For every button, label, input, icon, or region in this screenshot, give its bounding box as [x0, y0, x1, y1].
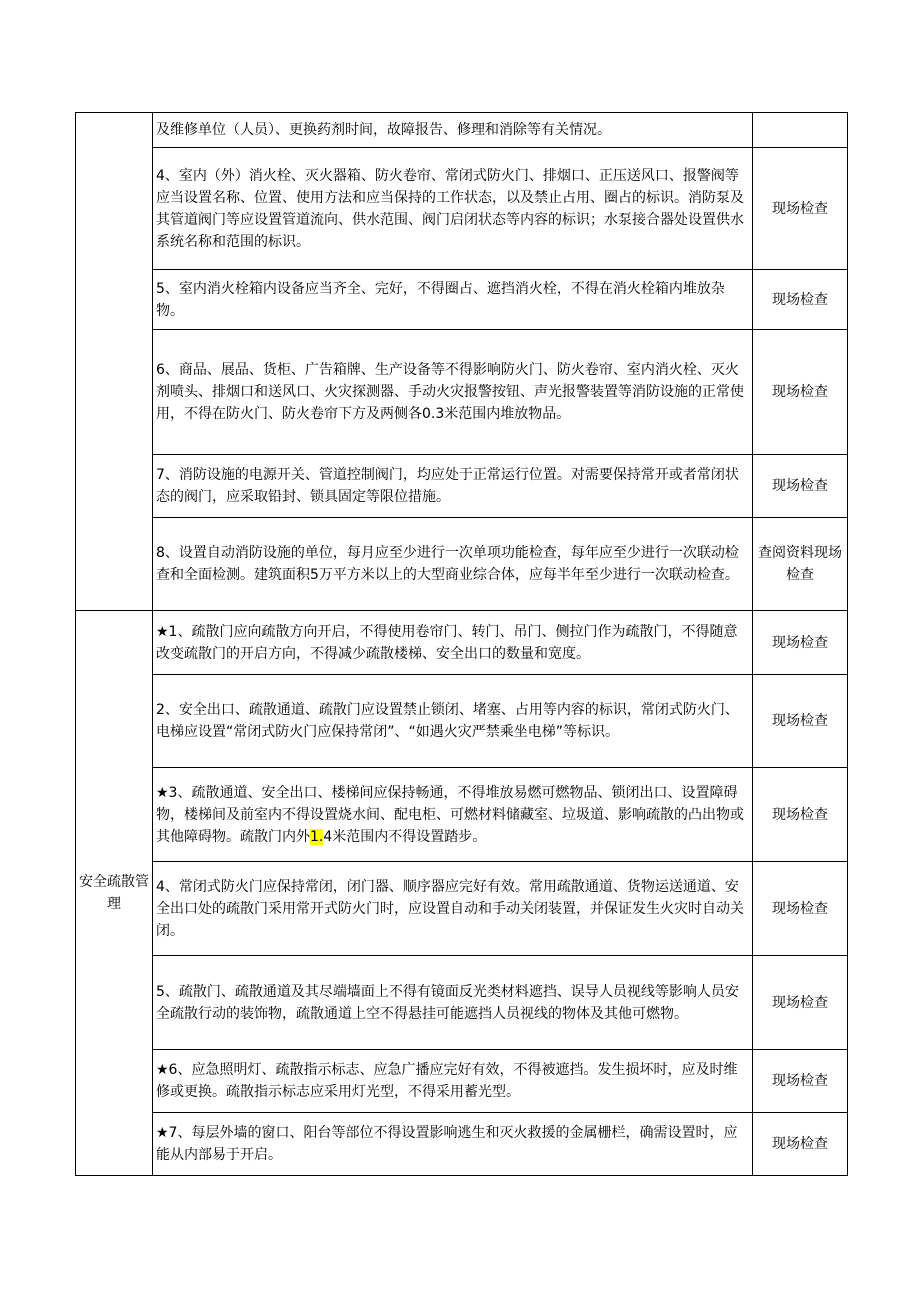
- item-text: ★1、疏散门应向疏散方向开启，不得使用卷帘门、转门、吊门、侧拉门作为疏散门，不得随意改变疏散门的开启方向，不得减少疏散楼梯、安全出口的数量和宽度。: [153, 611, 753, 675]
- check-method: 现场检查: [753, 862, 848, 956]
- table-row: [76, 518, 848, 611]
- table-row: [76, 956, 848, 1050]
- table-row: [76, 330, 848, 455]
- item-text: ★7、每层外墙的窗口、阳台等部位不得设置影响逃生和灭火救援的金属栅栏，确需设置时，应能从内部易于开启。: [153, 1113, 753, 1176]
- table-row: [76, 675, 848, 768]
- item-text: 4、室内（外）消火栓、灭火器箱、防火卷帘、常闭式防火门、排烟口、正压送风口、报警阀等应当设置名称、位置、使用方法和应当保持的工作状态，以及禁止占用、圈占的标识。消防泵及其管道阀门等应设置管道流向、供水范围、阀门启闭状态等内容的标识；水泵接合器处设置供水系统名称和范围的标识。: [153, 148, 753, 270]
- check-method: 现场检查: [753, 1050, 848, 1113]
- check-method: 现场检查: [753, 768, 848, 862]
- item-text: 5、疏散门、疏散通道及其尽端墙面上不得有镜面反光类材料遮挡、误导人员视线等影响人员安全疏散行动的装饰物，疏散通道上空不得悬挂可能遮挡人员视线的物体及其他可燃物。: [153, 956, 753, 1050]
- item-text: 7、消防设施的电源开关、管道控制阀门，均应处于正常运行位置。对需要保持常开或者常闭状态的阀门，应采取铅封、锁具固定等限位措施。: [153, 455, 753, 518]
- table-row: [76, 270, 848, 330]
- item-text: 及维修单位（人员）、更换药剂时间，故障报告、修理和消除等有关情况。: [153, 113, 753, 148]
- item-text: 8、设置自动消防设施的单位，每月应至少进行一次单项功能检查，每年应至少进行一次联动检查和全面检测。建筑面积5万平方米以上的大型商业综合体，应每半年至少进行一次联动检查。: [153, 518, 753, 611]
- item-text: 5、室内消火栓箱内设备应当齐全、完好，不得圈占、遮挡消火栓，不得在消火栓箱内堆放杂物。: [153, 270, 753, 330]
- item-text: 2、安全出口、疏散通道、疏散门应设置禁止锁闭、堵塞、占用等内容的标识，常闭式防火门、电梯应设置“常闭式防火门应保持常闭”、“如遇火灾严禁乘坐电梯”等标识。: [153, 675, 753, 768]
- item-text: 6、商品、展品、货柜、广告箱牌、生产设备等不得影响防火门、防火卷帘、室内消火栓、灭火剂喷头、排烟口和送风口、火灾探测器、手动火灾报警按钮、声光报警装置等消防设施的正常使用，不得在防火门、防火卷帘下方及两侧各0.3米范围内堆放物品。: [153, 330, 753, 455]
- check-method: [753, 113, 848, 148]
- item-text-part: ★3、疏散通道、安全出口、楼梯间应保持畅通，不得堆放易燃可燃物品、锁闭出口、设置障碍物，楼梯间及前室内不得设置烧水间、配电柜、可燃材料储藏室、垃圾道、影响疏散的凸出物或其他障碍物。疏散门内外: [156, 784, 744, 845]
- check-method: 现场检查: [753, 270, 848, 330]
- check-method: 现场检查: [753, 148, 848, 270]
- item-text: ★6、应急照明灯、疏散指示标志、应急广播应完好有效，不得被遮挡。发生损坏时，应及时维修或更换。疏散指示标志应采用灯光型，不得采用蓄光型。: [153, 1050, 753, 1113]
- table-row: [76, 862, 848, 956]
- check-method: 现场检查: [753, 956, 848, 1050]
- table-row: [76, 1050, 848, 1113]
- highlighted-text: 1.: [310, 828, 324, 845]
- table-row: [76, 1113, 848, 1176]
- table-row: [76, 611, 848, 675]
- category-cell: 安全疏散管理: [76, 611, 153, 1176]
- item-text: 4、常闭式防火门应保持常闭，闭门器、顺序器应完好有效。常用疏散通道、货物运送通道、安全出口处的疏散门采用常开式防火门时，应设置自动和手动关闭装置，并保证发生火灾时自动关闭。: [153, 862, 753, 956]
- check-method: 现场检查: [753, 330, 848, 455]
- item-text: [153, 768, 753, 862]
- check-method: 查阅资料现场检查: [753, 518, 848, 611]
- table-row: [76, 455, 848, 518]
- table-row: [76, 148, 848, 270]
- inspection-table: [75, 112, 848, 1176]
- category-cell: [76, 113, 153, 611]
- check-method: 现场检查: [753, 611, 848, 675]
- table-row: [76, 768, 848, 862]
- check-method: 现场检查: [753, 1113, 848, 1176]
- check-method: 现场检查: [753, 675, 848, 768]
- table-row: [76, 113, 848, 148]
- item-text-part: 4米范围内不得设置踏步。: [323, 828, 487, 845]
- check-method: 现场检查: [753, 455, 848, 518]
